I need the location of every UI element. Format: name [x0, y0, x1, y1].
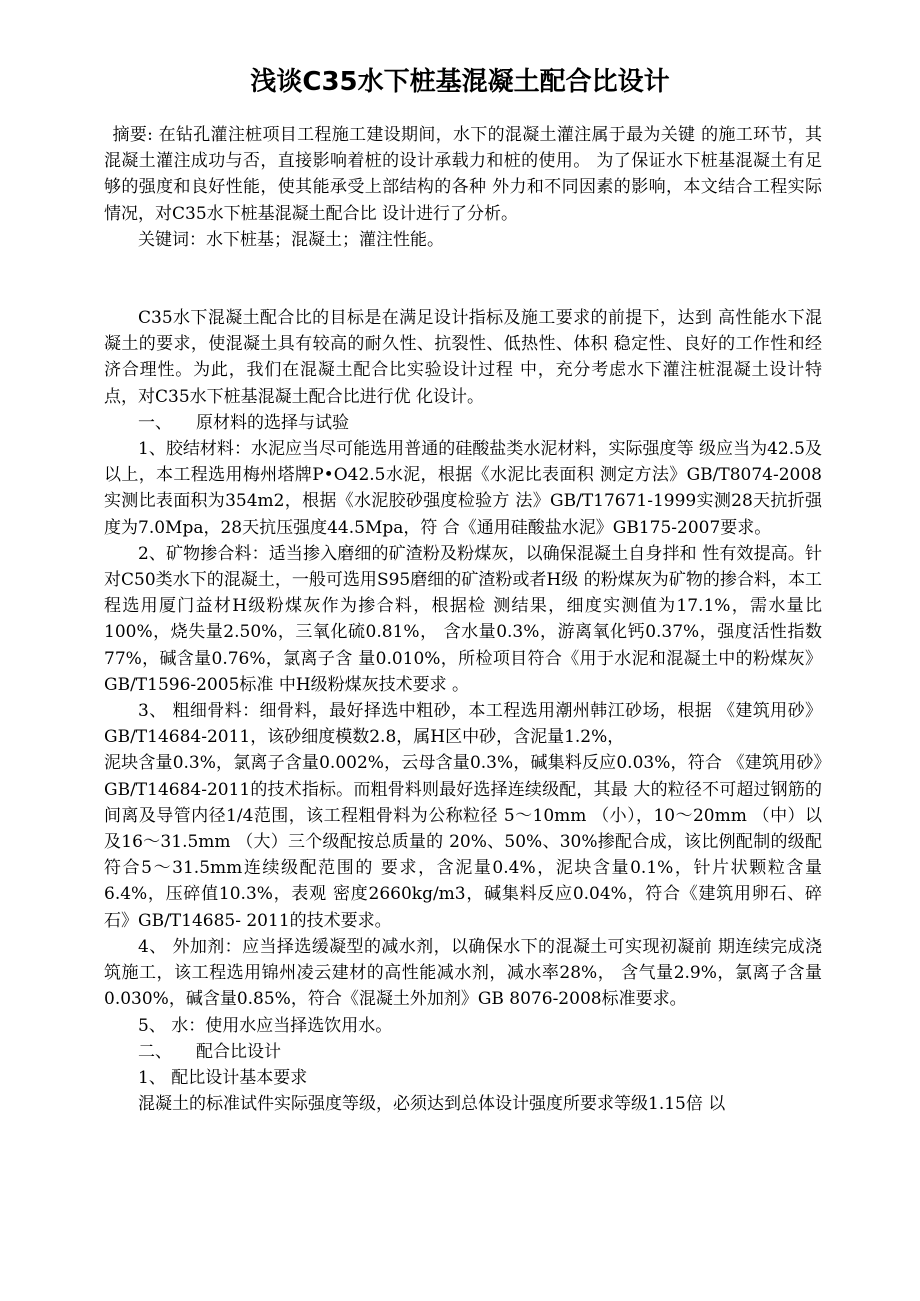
document-title: 浅谈C35水下桩基混凝土配合比设计 — [250, 67, 670, 97]
intro-paragraph: C35水下混凝土配合比的目标是在满足设计指标及施工要求的前提下，达到 高性能水下混凝土的要求，使混凝土具有较高的耐久性、抗裂性、低热性、体积 稳定性、良好的工作性和经济合理性。为此，我们在混凝土配合比实验设计过程 中，充分考虑水下灌注桩混凝土设计特点，对C35水下桩基混凝土配合比进行优 化设计。 — [104, 308, 822, 407]
paragraph-water: 5、 水：使用水应当择选饮用水。 — [138, 1015, 393, 1036]
abstract-text: 在钻孔灌注桩项目工程施工建设期间，水下的混凝土灌注属于最为关键 的施工环节，其混凝土灌注成功与否，直接影响着桩的设计承载力和桩的使用。 为了保证水下桩基混凝土有足够的强度和良好性能，使其能承受上部结构的各种 外力和不同因素的影响，本文结合工程实际情况，对C35水下桩基混凝土配合比 设计进行了分析。 — [104, 125, 822, 224]
section-heading-1 — [104, 410, 822, 436]
paragraph-strength-requirement: 混凝土的标准试件实际强度等级，必须达到总体设计强度所要求等级1.15倍 以 — [138, 1094, 726, 1115]
section-title-2: 配合比设计 — [196, 1041, 281, 1062]
paragraph-binder: 1、胶结材料：水泥应当尽可能选用普通的硅酸盐类水泥材料，实际强度等 级应当为42.5及以上，本工程选用梅州塔牌P•O42.5水泥，根据《水泥比表面积 测定方法》GB/T8074-2008实测比表面积为354m2，根据《水泥胶砂强度检验方 法》GB/T17671-1999实测28天抗折强度为7.0Mpa，28天抗压强度44.5Mpa，符 合《通用硅酸盐水泥》GB175-2007要求。 — [104, 439, 822, 538]
paragraph-design-requirements: 1、 配比设计基本要求 — [138, 1067, 308, 1088]
abstract-paragraph — [104, 122, 822, 227]
section-spacer — [104, 253, 822, 305]
paragraph-aggregate: 3、 粗细骨料：细骨料，最好择选中粗砂，本工程选用潮州韩江砂场，根据 《建筑用砂》GB/T14684-2011，该砂细度模数2.8，属H区中砂，含泥量1.2%， — [104, 701, 822, 748]
paragraph-admixture: 2、矿物掺合料：适当掺入磨细的矿渣粉及粉煤灰，以确保混凝土自身拌和 性有效提高。针对C50类水下的混凝土，一般可选用S95磨细的矿渣粉或者H级 的粉煤灰为矿物的掺合料，本工程选用厦门益材H级粉煤灰作为掺合料，根据检 测结果，细度实测值为17.1%，需水量比100%，烧失量2.50%，三氧化硫0.81%， 含水量0.3%，游离氧化钙0.37%，强度活性指数77%，碱含量0.76%，氯离子含 量0.010%，所检项目符合《用于水泥和混凝土中的粉煤灰》GB/T1596-2005标准 中H级粉煤灰技术要求 。 — [104, 543, 822, 695]
paragraph-aggregate-continued: 泥块含量0.3%，氯离子含量0.002%，云母含量0.3%，碱集料反应0.03%，符合 《建筑用砂》GB/T14684-2011的技术指标。而粗骨料则最好选择连续级配，其最 大的粒径不可超过钢筋的间离及导管内径1/4范围，该工程粗骨料为公称粒径 5〜10mm （小），10〜20mm （中）以及16〜31.5mm （大）三个级配按总质量的 20%、50%、30%掺配合成，该比例配制的级配符合5〜31.5mm连续级配范围的 要求，含泥量0.4%，泥块含量0.1%，针片状颗粒含量6.4%，压碎值10.3%，表观 密度2660kg/m3，碱集料反应0.04%，符合《建筑用卵石、碎石》GB/T14685- 2011的技术要求。 — [104, 753, 822, 931]
abstract-label: 摘要: — [112, 125, 153, 145]
section-heading-2 — [104, 1039, 822, 1065]
section-number-1: 一、 — [138, 412, 172, 433]
section-title-1: 原材料的选择与试验 — [196, 412, 349, 433]
section-number-2: 二、 — [138, 1041, 172, 1062]
document-body — [104, 122, 822, 1117]
paragraph-additive: 4、 外加剂：应当择选缓凝型的减水剂，以确保水下的混凝土可实现初凝前 期连续完成浇筑施工，该工程选用锦州凌云建材的高性能减水剂，减水率28%， 含气量2.9%，氯离子含量0.030%，碱含量0.85%，符合《混凝土外加剂》GB 8076-2008标准要求。 — [104, 936, 822, 1010]
keywords-paragraph: 关键词：水下桩基；混凝土；灌注性能。 — [138, 229, 444, 250]
